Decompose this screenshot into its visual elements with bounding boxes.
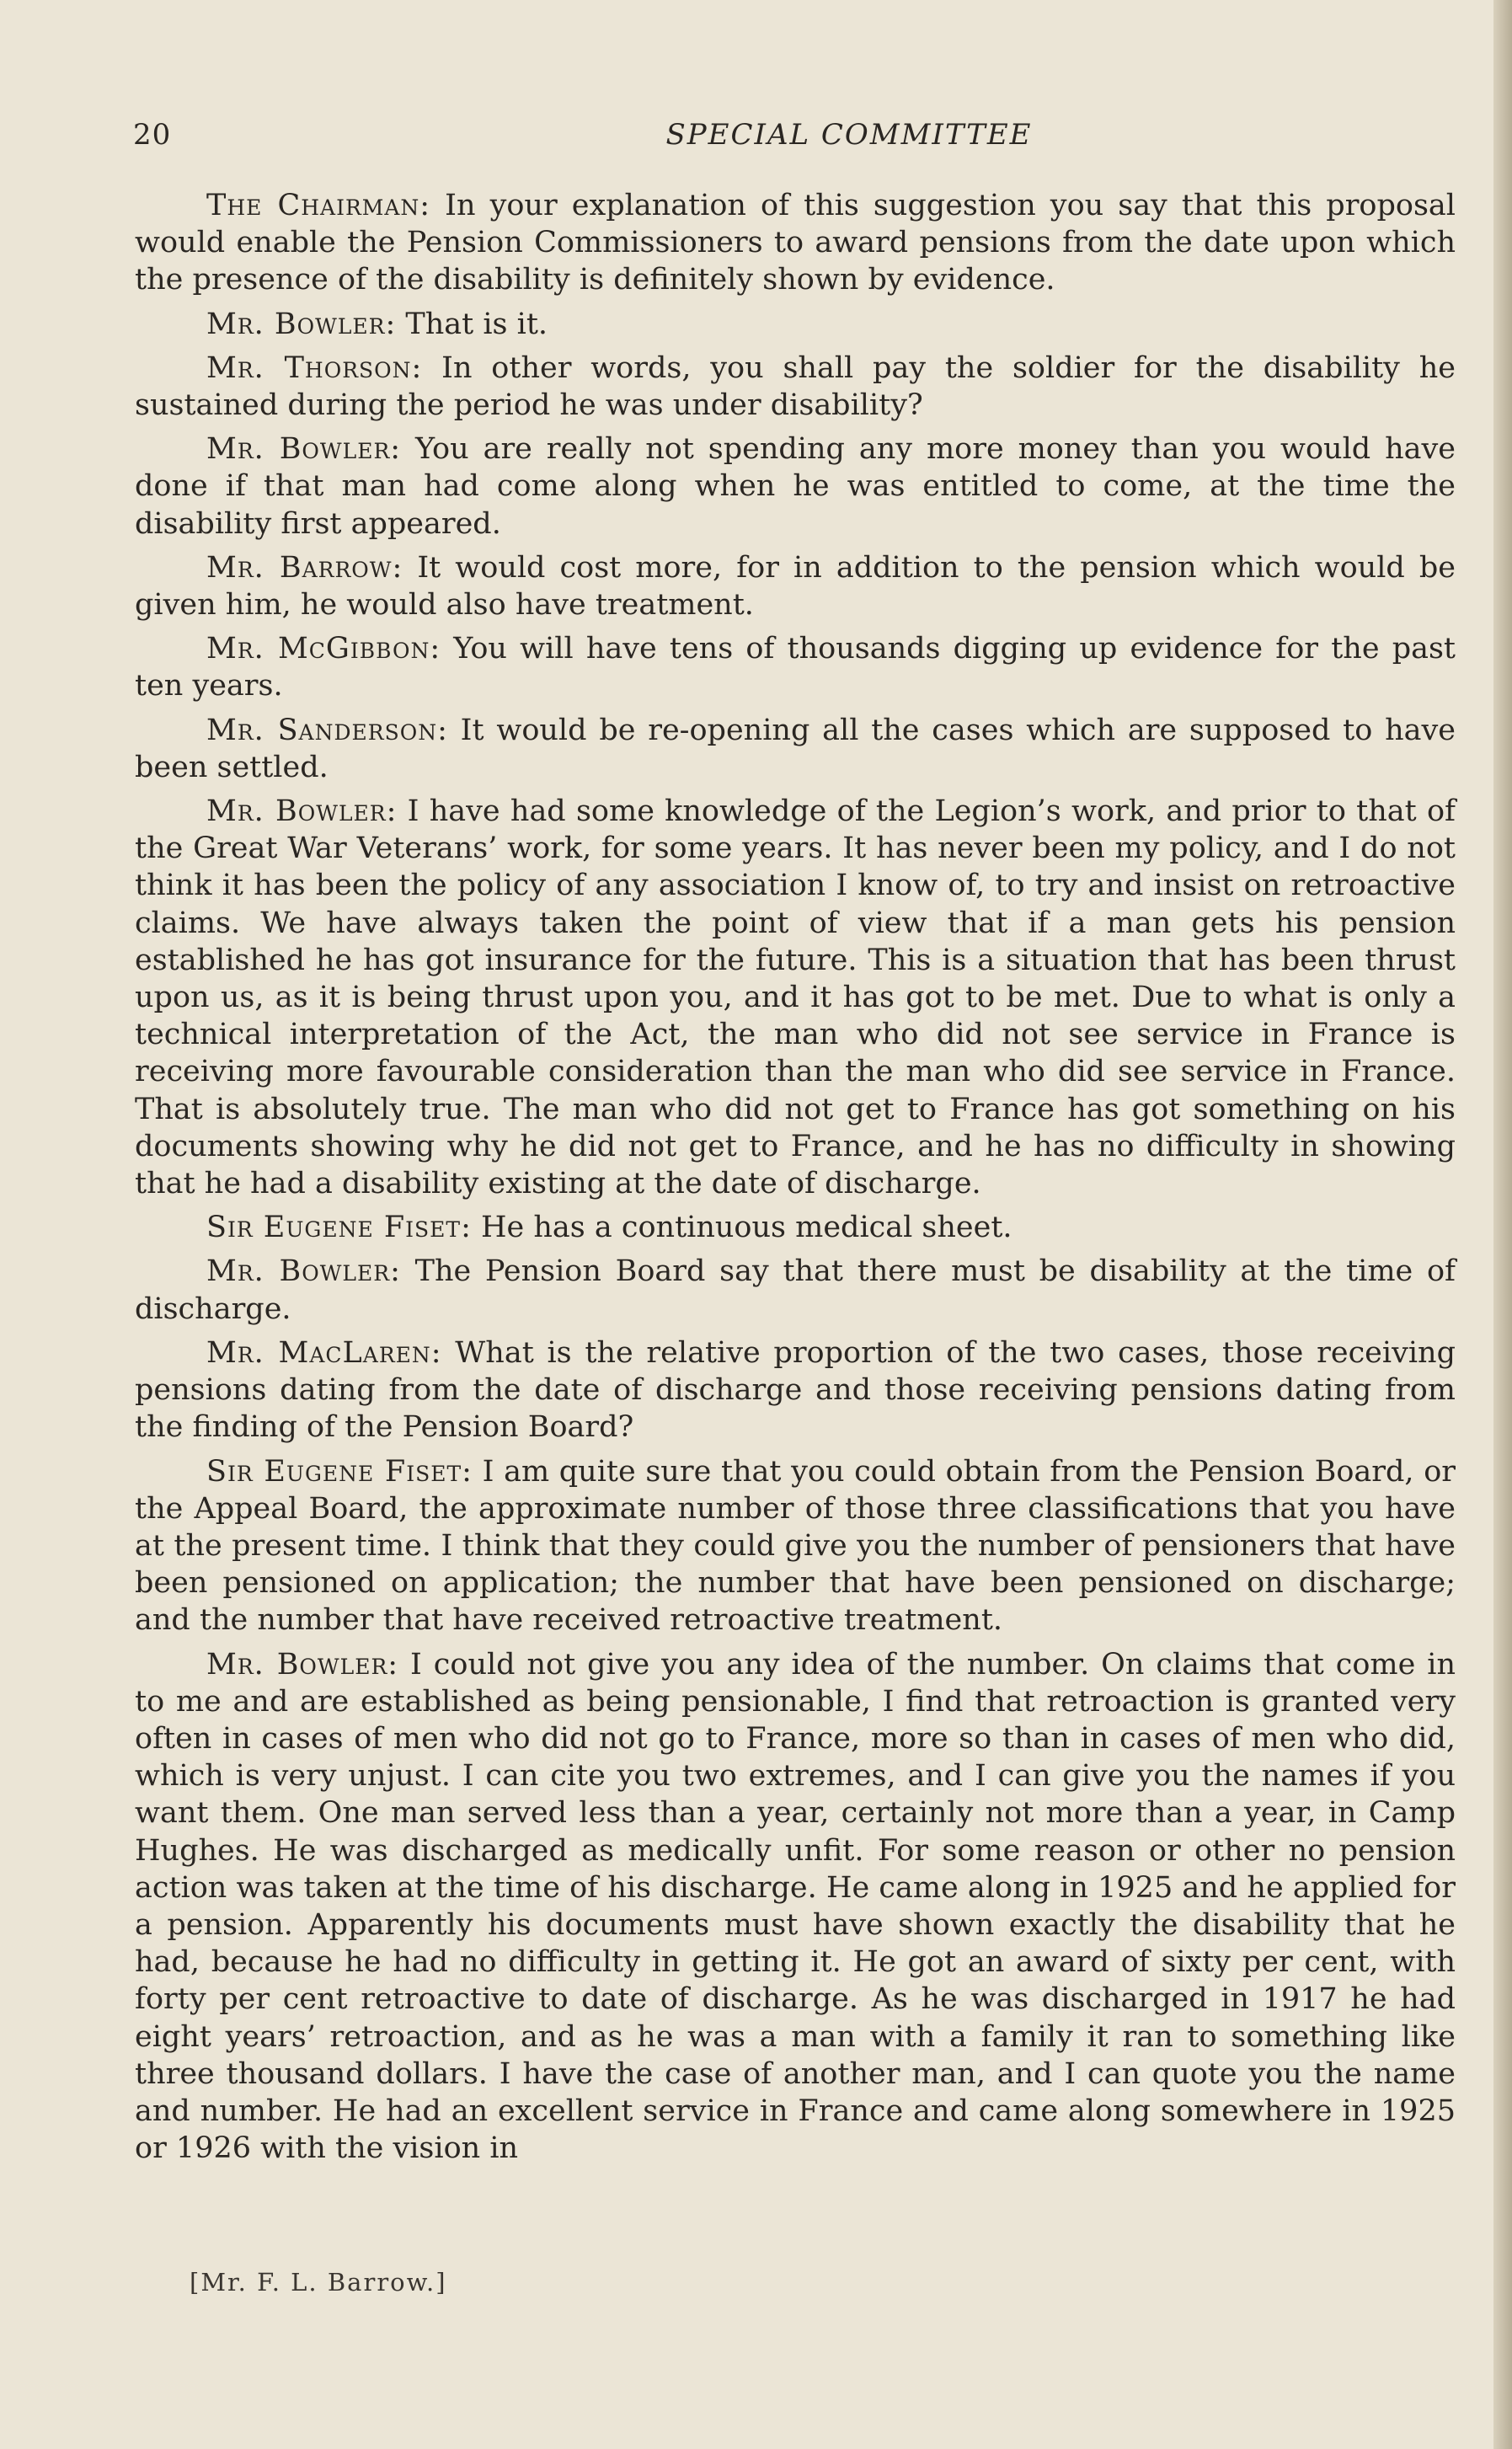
transcript-paragraph bbox=[135, 430, 1456, 543]
footer-note: [Mr. F. L. Barrow.] bbox=[190, 2268, 447, 2297]
speech-text: It would cost more, for in addition to the pension which would be given him, he would also have treatment. bbox=[135, 550, 1456, 623]
speaker-name: Mr. Bowler: bbox=[206, 1254, 401, 1289]
speech-text: That is it. bbox=[396, 307, 548, 341]
speech-text: It would be re-opening all the cases which are supposed to have been settled. bbox=[135, 713, 1456, 784]
page-number: 20 bbox=[133, 118, 172, 152]
page-edge-shadow bbox=[1493, 0, 1512, 2449]
transcript-paragraph bbox=[135, 793, 1456, 1202]
speech-text: You will have tens of thousands digging up evidence for the past ten years. bbox=[135, 632, 1456, 703]
transcript-paragraph bbox=[135, 1646, 1456, 2168]
speech-text: I could not give you any idea of the number. On claims that come in to me and are established as being pensionable, I find that retroaction is granted very often in cases of men who did not go to France, more so than in cases of men who did, which is very unjust. I can cite you two extremes, and I can give you the names if you want them. One man served less than a year, certainly not more than a year, in Camp Hughes. He was discharged as medically unfit. For some reason or other no pension action was taken at the time of his discharge. He came along in 1925 and he applied for a pension. Apparently his documents must have shown exactly the disability that he had, because he had no difficulty in getting it. He got an award of sixty per cent, with forty per cent retroactive to date of discharge. As he was discharged in 1917 he had eight years’ retroaction, and as he was a man with a family it ran to something like three thousand dollars. I have the case of another man, and I can quote you the name and number. He had an excellent service in France and came along somewhere in 1925 or 1926 with the vision in bbox=[135, 1647, 1456, 2166]
transcript-paragraph bbox=[135, 350, 1456, 424]
speech-text: He has a continuous medical sheet. bbox=[471, 1211, 1012, 1245]
speaker-name: Mr. Bowler: bbox=[206, 307, 397, 341]
speech-text: What is the relative proportion of the two cases, those receiving pensions dating from the date of discharge and those receiving pensions dating from the finding of the Pension Board? bbox=[135, 1335, 1456, 1445]
speaker-name: Mr. Bowler: bbox=[206, 432, 402, 467]
running-head: SPECIAL COMMITTEE bbox=[665, 118, 1033, 152]
speech-text: The Pension Board say that there must be disability at the time of discharge. bbox=[135, 1254, 1456, 1326]
speaker-name: Sir Eugene Fiset: bbox=[206, 1454, 473, 1489]
speaker-name: The Chairman: bbox=[206, 189, 431, 222]
speaker-name: Mr. Barrow: bbox=[206, 550, 403, 585]
speaker-name: Sir Eugene Fiset: bbox=[206, 1211, 472, 1245]
speech-text: You are really not spending any more money than you would have done if that man had come along when he was entitled to come, at the time the disability first appeared. bbox=[135, 432, 1456, 541]
transcript-paragraph bbox=[135, 1453, 1456, 1639]
transcript-paragraph bbox=[135, 1334, 1456, 1446]
speaker-name: Mr. MacLaren: bbox=[206, 1335, 442, 1370]
transcript-paragraph bbox=[135, 1209, 1456, 1246]
speech-text: I am quite sure that you could obtain from the Pension Board, or the Appeal Board, the approximate number of those three classifications that you have at the present time. I think that they could give you the number of pensioners that have been pensioned on application; the number that have been pensioned on discharge; and the number that have received retroactive treatment. bbox=[135, 1454, 1456, 1638]
page-header bbox=[133, 118, 1456, 160]
speaker-name: Mr. Sanderson: bbox=[206, 713, 448, 747]
speech-text: In other words, you shall pay the soldier for the disability he sustained during the period he was under disability? bbox=[135, 350, 1456, 423]
speech-text: In your explanation of this suggestion you say that this proposal would enable the Pension Commissioners to award pensions from the date upon which the presence of the disability is definitely shown by evidence. bbox=[135, 189, 1456, 297]
speaker-name: Mr. McGibbon: bbox=[206, 632, 441, 666]
transcript-paragraph bbox=[135, 1253, 1456, 1327]
speaker-name: Mr. Bowler: bbox=[206, 794, 398, 829]
speaker-name: Mr. Bowler: bbox=[206, 1647, 399, 1682]
transcript-paragraph bbox=[135, 549, 1456, 623]
speaker-name: Mr. Thorson: bbox=[206, 350, 423, 385]
transcript-paragraph bbox=[135, 306, 1456, 343]
transcript-paragraph bbox=[135, 630, 1456, 704]
transcript-body bbox=[135, 187, 1456, 2174]
speech-text: I have had some knowledge of the Legion’s work, and prior to that of the Great War Veterans’ work, for some years. It has never been my policy, and I do not think it has been the policy of any association I know of, to try and insist on retroactive claims. We have always taken the point of view that if a man gets his pension established he has got insurance for the future. This is a situation that has been thrust upon us, as it is being thrust upon you, and it has got to be met. Due to what is only a technical interpretation of the Act, the man who did not see service in France is receiving more favourable consideration than the man who did see service in France. That is absolutely true. The man who did not get to France has got something on his documents showing why he did not get to France, and he has no difficulty in showing that he had a disability existing at the date of discharge. bbox=[135, 794, 1456, 1201]
transcript-paragraph bbox=[135, 712, 1456, 786]
transcript-paragraph bbox=[135, 187, 1456, 299]
